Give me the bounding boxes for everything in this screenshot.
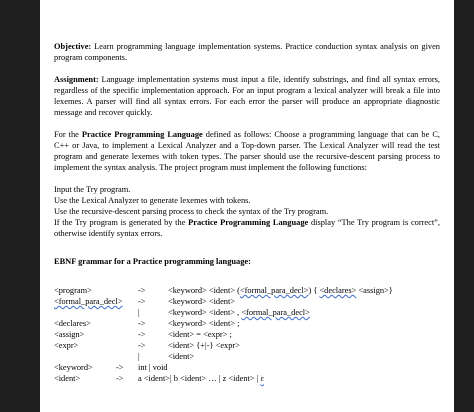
rhs-underlined: <formal_para_decl>	[241, 308, 310, 317]
rule-arrow: ->	[138, 341, 146, 350]
step-line-3: Use the recursive-descent parsing process to check the syntax of the Try program.	[54, 207, 329, 216]
grammar-rule	[54, 296, 440, 307]
rule-rhs	[138, 373, 264, 384]
rule-rhs	[168, 307, 310, 318]
rule-rhs	[168, 285, 393, 296]
rule-arrow: ->	[138, 297, 146, 306]
grammar-rule	[54, 285, 440, 296]
rule-lhs: <assign>	[54, 330, 85, 339]
practice-pre: For the	[54, 130, 82, 139]
rule-arrow: ->	[138, 330, 146, 339]
rule-rhs: <ident> {+|-} <expr>	[168, 341, 240, 350]
practice-paragraph	[54, 129, 440, 173]
grammar-rule	[54, 329, 440, 340]
rule-rhs: <ident>	[168, 352, 195, 361]
rule-rhs: <keyword> <ident>	[168, 297, 236, 306]
grammar-rule	[54, 362, 440, 373]
rule-lhs: <keyword>	[54, 363, 93, 372]
rhs-underlined: <formal_para_decl>	[239, 286, 309, 295]
rhs-part: <keyword> <ident> (	[168, 286, 240, 295]
assignment-paragraph	[54, 74, 440, 118]
rule-alt-bar: |	[138, 308, 140, 317]
assignment-label: Assignment:	[54, 75, 99, 84]
ebnf-title: EBNF grammar for a Practice programming language:	[54, 257, 251, 266]
step-line-1: Input the Try program.	[54, 185, 131, 194]
objective-paragraph	[54, 41, 440, 63]
rhs-underlined: <declares>	[319, 286, 357, 295]
step-line-2: Use the Lexical Analyzer to generate lexemes with tokens.	[54, 196, 251, 205]
rule-lhs: <declares>	[54, 319, 91, 328]
grammar-rule	[54, 318, 440, 329]
objective-text: Learn programming language implementation systems. Practice conduction syntax analysis on given program components.	[54, 42, 440, 62]
grammar-rule	[54, 351, 440, 362]
practice-bold: Practice Programming Language	[81, 130, 203, 139]
rule-lhs: <expr>	[54, 341, 79, 350]
rule-rhs: int | void	[138, 363, 168, 372]
rhs-part: a <ident>| b <ident> … | z <ident> |	[138, 374, 261, 383]
rule-arrow: ->	[116, 363, 124, 372]
rhs-part: ) {	[308, 286, 320, 295]
grammar-rule	[54, 307, 440, 318]
rule-rhs: <keyword> <ident> ;	[168, 319, 240, 328]
rule-alt-bar: |	[138, 352, 140, 361]
grammar-rule	[54, 373, 440, 384]
rhs-underlined: ε	[260, 374, 264, 383]
assignment-text: Language implementation systems must input a file, identify substrings, and find all syntax errors, regardless of the specific implementation approach. For an input program a lexical analyzer will break a file into lexemes. A parser will find all syntax errors. For each error the parser will produce an appropriate diagnostic message and recover quickly.	[54, 75, 440, 117]
rule-rhs: <ident> = <expr> ;	[168, 330, 232, 339]
step4-post: display “The Try program is correct”, otherwise identify syntax errors.	[54, 218, 440, 238]
grammar-rule	[54, 340, 440, 351]
step-line-4	[54, 217, 440, 239]
rule-arrow: ->	[116, 374, 124, 383]
rule-arrow: ->	[138, 286, 146, 295]
step4-pre: If the Try program is generated by the	[54, 218, 189, 227]
rule-arrow: ->	[138, 319, 146, 328]
document-page	[40, 0, 454, 412]
rule-lhs: <ident>	[54, 374, 81, 383]
rhs-part: <assign>}	[356, 286, 393, 295]
practice-post: defined as follows: Choose a programming language that can be C, C++ or Java, to implement a Lexical Analyzer and a Top-down parser. The Lexical Analyzer will read the test program and generate lexemes with token types. The parser should use the recursive-descent parsing process to implement the syntax analysis. The project program must implement the following functions:	[54, 130, 440, 172]
rhs-part: <keyword> <ident> ,	[168, 308, 242, 317]
document-content	[54, 41, 440, 384]
step4-bold: Practice Programming Language	[188, 218, 309, 227]
rule-lhs: <program>	[54, 286, 92, 295]
rule-lhs: <formal_para_decl>	[54, 297, 123, 306]
objective-label: Objective:	[54, 42, 92, 51]
